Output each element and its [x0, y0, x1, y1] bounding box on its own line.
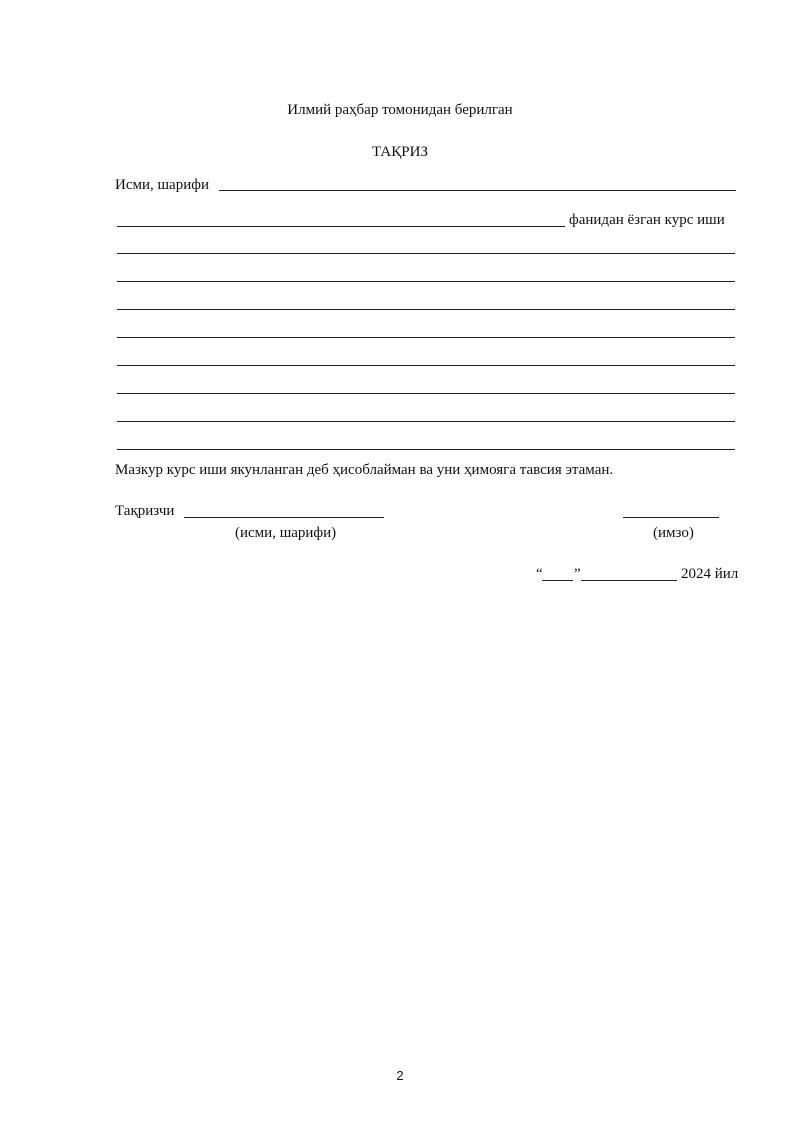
date-close-quote: ” [574, 566, 581, 582]
document-title: ТАҚРИЗ [372, 144, 428, 160]
date-month-line [581, 580, 677, 581]
subject-blank-line [117, 226, 565, 227]
review-blank-line [117, 309, 735, 310]
date-open-quote: “ [536, 566, 543, 582]
review-blank-line [117, 365, 735, 366]
review-blank-line [117, 449, 735, 450]
page-number: 2 [396, 1068, 404, 1083]
signature-caption: (имзо) [653, 525, 694, 541]
name-label: Исми, шарифи [115, 177, 209, 193]
review-blank-line [117, 337, 735, 338]
date-day-line [542, 580, 573, 581]
review-blank-line [117, 421, 735, 422]
subject-suffix: фанидан ёзган курс иши [569, 212, 725, 228]
reviewer-label: Тақризчи [115, 503, 175, 519]
review-blank-line [117, 393, 735, 394]
reviewer-name-line [184, 517, 384, 518]
document-header: Илмий раҳбар томонидан берилган [287, 102, 513, 118]
signature-line [623, 517, 719, 518]
reviewer-name-caption: (исми, шарифи) [235, 525, 337, 541]
conclusion-text: Мазкур курс иши якунланган деб ҳисоблайман ва уни ҳимояга тавсия этаман. [115, 462, 614, 478]
review-blank-line [117, 281, 735, 282]
review-blank-line [117, 253, 735, 254]
name-blank-line [219, 190, 736, 191]
date-year: 2024 йил [681, 566, 739, 582]
